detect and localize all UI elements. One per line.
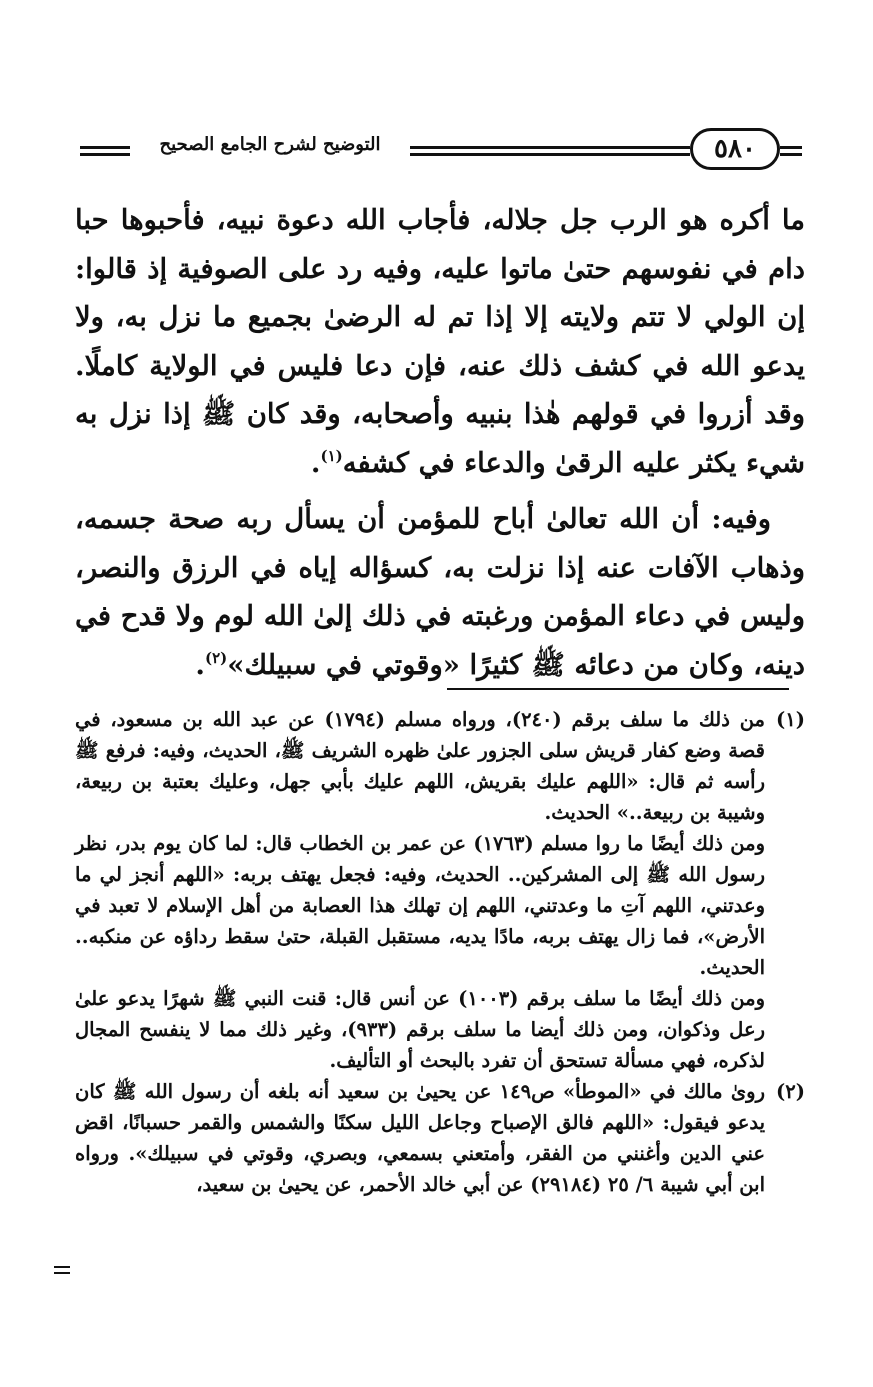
- page-number: ٥٨٠: [690, 128, 780, 170]
- header-rule: [80, 153, 130, 156]
- footnotes: [75, 704, 805, 1200]
- header-rule: [410, 153, 690, 156]
- footnote-ref-2: (٢): [204, 648, 228, 667]
- footnote-ref-1: (١): [320, 446, 343, 465]
- paragraph-2-end: .: [195, 648, 205, 681]
- paragraph-2: [75, 495, 805, 689]
- header-rule: [780, 153, 802, 156]
- paragraph-1-end: .: [310, 446, 321, 479]
- footnote-number: (١): [776, 708, 805, 731]
- main-text: [75, 196, 805, 689]
- header-rule: [410, 146, 690, 149]
- footnote-separator: [447, 688, 789, 690]
- continuation-mark: [54, 1266, 70, 1278]
- footnote-paragraph: روىٰ مالك في «الموطأ» ص١٤٩ عن يحيىٰ بن سعيد أنه بلغه أن رسول الله ﷺ كان يدعو فيقول: «اللهم فالق الإصباح وجاعل الليل سكنًا والشمس والقمر حسبانًا، اقض عني الدين وأغنني من الفقر، وأمتعني بسمعي، وبصري، وقوتي في سبيلك». ورواه ابن أبي شيبة ٦/ ٢٥ (٢٩١٨٤) عن أبي خالد الأحمر، عن يحيىٰ بن سعيد،: [75, 1080, 765, 1196]
- page-header: [70, 128, 800, 178]
- footnote-number: (٢): [776, 1080, 805, 1103]
- footnote-paragraph: ومن ذلك أيضًا ما روا مسلم (١٧٦٣) عن عمر بن الخطاب قال: لما كان يوم بدر، نظر رسول الله ﷺ إلى المشركين.. الحديث، وفيه: فجعل يهتف بربه: «اللهم أنجز لي ما وعدتني، اللهم آتِ ما وعدتني، اللهم إن تهلك هذا العصابة من أهل الإسلام لا تعبد في الأرض»، فما زال يهتف بربه، مادًا يديه، مستقبل القبلة، حتىٰ سقط رداؤه عن منكبه.. الحديث.: [75, 832, 765, 979]
- paragraph-1-text: ما أكره هو الرب جل جلاله، فأجاب الله دعوة نبيه، فأحبوها حبا دام في نفوسهم حتىٰ ماتوا عليه، وفيه رد على الصوفية إذ قالوا: إن الولي لا تتم ولايته إلا إذا تم له الرضىٰ بجميع ما نزل به، ولا يدعو الله في كشف ذلك عنه، فإن دعا فليس في الولاية كاملًا. وقد أزروا في قولهم هٰذا بنبيه وأصحابه، وقد كان ﷺ إذا نزل به شيء يكثر عليه الرقىٰ والدعاء في كشفه: [75, 204, 805, 479]
- paragraph-2-text: وفيه: أن الله تعالىٰ أباح للمؤمن أن يسأل ربه صحة جسمه، وذهاب الآفات عنه إذا نزلت به، كسؤاله إياه في الرزق والنصر، وليس في دعاء المؤمن ورغبته في ذلك إلىٰ الله لوم ولا قدح في دينه، وكان من دعائه ﷺ كثيرًا «وقوتي في سبيلك»: [75, 503, 805, 681]
- paragraph-1: [75, 196, 805, 487]
- footnote-1: [75, 704, 805, 1076]
- header-rule: [780, 146, 802, 149]
- running-title: التوضيح لشرح الجامع الصحيح: [159, 134, 381, 155]
- header-rule: [80, 146, 130, 149]
- footnote-content: [75, 1076, 765, 1200]
- footnote-2: [75, 1076, 805, 1200]
- footnote-paragraph: ومن ذلك أيضًا ما سلف برقم (١٠٠٣) عن أنس قال: قنت النبي ﷺ شهرًا يدعو علىٰ رعل وذكوان، ومن ذلك أيضا ما سلف برقم (٩٣٣)، وغير ذلك مما لا ينفسح المجال لذكره، فهي مسألة تستحق أن تفرد بالبحث أو التأليف.: [75, 987, 766, 1072]
- footnote-content: [75, 704, 765, 1076]
- footnote-paragraph: من ذلك ما سلف برقم (٢٤٠)، ورواه مسلم (١٧٩٤) عن عبد الله بن مسعود، في قصة وضع كفار قريش سلى الجزور علىٰ ظهره الشريف ﷺ، الحديث، وفيه: فرفع ﷺ رأسه ثم قال: «اللهم عليك بقريش، اللهم عليك بأبي جهل، وعليك بعتبة بن ربيعة، وشيبة بن ربيعة..» الحديث.: [75, 708, 766, 824]
